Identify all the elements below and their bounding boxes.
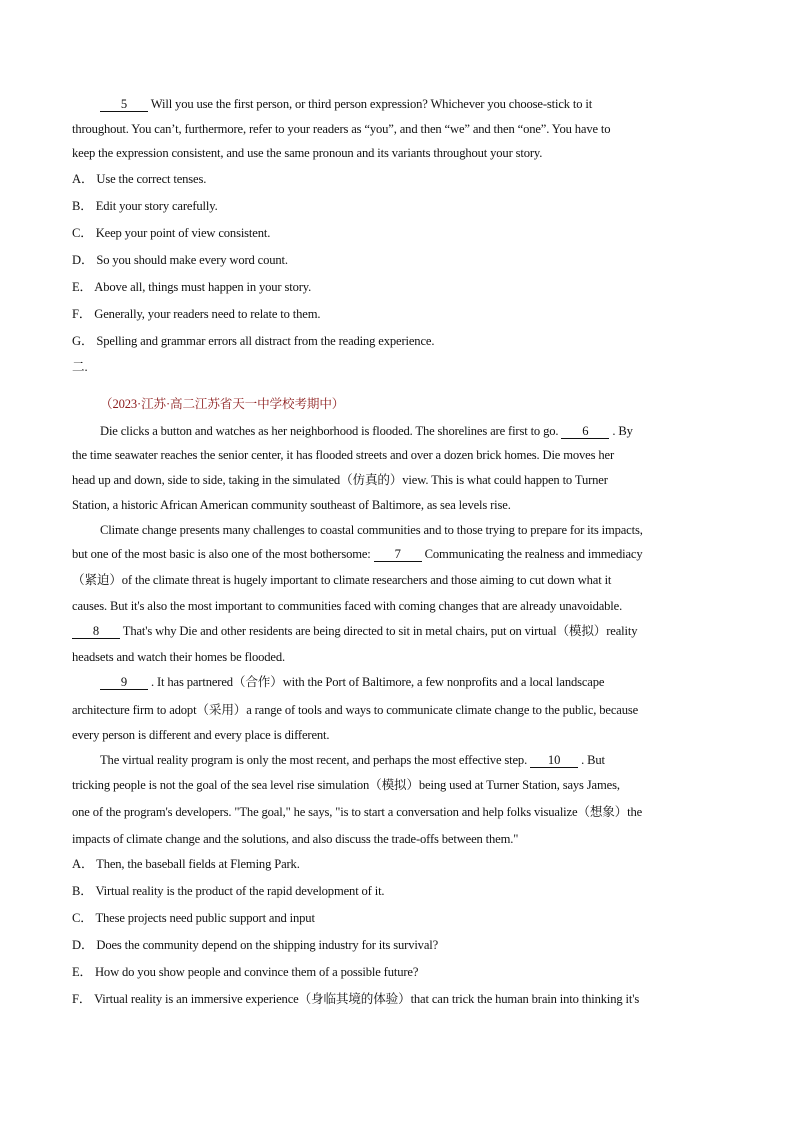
answer-blank-6[interactable]: 6: [561, 425, 609, 439]
answer-blank-9[interactable]: 9: [100, 676, 148, 690]
option-f: F． Generally, your readers need to relate to them.: [72, 307, 321, 321]
paragraph-3-line-1: [100, 674, 604, 690]
question-5-text: Will you use the first person, or third person expression? Whichever you choose-stick to it: [150, 97, 593, 111]
paragraph-4-line-1: [100, 752, 605, 768]
question-5-line-2: throughout. You can’t, furthermore, refer to your readers as “you”, and then “we” and then “one”. You have to: [72, 122, 611, 136]
option-e: E． Above all, things must happen in your story.: [72, 280, 312, 294]
question-5-line-3: keep the expression consistent, and use the same pronoun and its variants throughout your story.: [72, 146, 543, 160]
option-a: A． Use the correct tenses.: [72, 172, 207, 186]
paragraph-1-text: Die clicks a button and watches as her neighborhood is flooded. The shorelines are first to go.: [100, 424, 559, 438]
question-5-line-1: [100, 96, 592, 112]
paragraph-2-line-4: causes. But it's also the most important to communities faced with coming changes that are already unavoidable.: [72, 599, 623, 613]
paragraph-2-line-1: Climate change presents many challenges to coastal communities and to those trying to prepare for its impacts,: [100, 523, 643, 537]
section-number: 二.: [72, 360, 88, 374]
paragraph-3-line-2: architecture firm to adopt（采用）a range of tools and ways to communicate climate change to the public, because: [72, 703, 639, 717]
paragraph-4-line-3: one of the program's developers. "The goal," he says, "is to start a conversation and help folks visualize（想象）the: [72, 805, 643, 819]
option-e: E． How do you show people and convince them of a possible future?: [72, 965, 419, 979]
option-c: C． These projects need public support and input: [72, 911, 315, 925]
paragraph-2-line-2: [72, 546, 643, 562]
paragraph-1-line-2: the time seawater reaches the senior center, it has flooded streets and over a dozen brick homes. Die moves her: [72, 448, 615, 462]
paragraph-2-text-cont: Communicating the realness and immediacy: [424, 547, 643, 561]
paragraph-1-line-4: Station, a historic African American community southeast of Baltimore, as sea levels rise.: [72, 498, 511, 512]
option-d: D． So you should make every word count.: [72, 253, 288, 267]
paragraph-2-text-2: That's why Die and other residents are being directed to sit in metal chairs, put on virtual（模拟）reality: [122, 624, 638, 638]
answer-blank-8[interactable]: 8: [72, 625, 120, 639]
option-b: B． Edit your story carefully.: [72, 199, 218, 213]
option-a: A． Then, the baseball fields at Fleming Park.: [72, 857, 300, 871]
paragraph-4-text-cont: . But: [581, 753, 605, 767]
paragraph-2-line-5: [72, 623, 637, 639]
answer-blank-5[interactable]: 5: [100, 98, 148, 112]
paragraph-4-text: The virtual reality program is only the most recent, and perhaps the most effective step.: [100, 753, 528, 767]
option-f: F． Virtual reality is an immersive experience（身临其境的体验）that can trick the human brain into thinking it's: [72, 992, 640, 1006]
answer-blank-10[interactable]: 10: [530, 754, 578, 768]
source-label: （2023·江苏·高二江苏省天一中学校考期中）: [100, 397, 345, 411]
paragraph-1-line-3: head up and down, side to side, taking in the simulated（仿真的）view. This is what could happen to Turner: [72, 473, 608, 487]
paragraph-1-line-1: [100, 423, 633, 439]
answer-blank-7[interactable]: 7: [374, 548, 422, 562]
option-c: C． Keep your point of view consistent.: [72, 226, 271, 240]
paragraph-2-line-6: headsets and watch their homes be flooded.: [72, 650, 285, 664]
paragraph-2-line-3: （紧迫）of the climate threat is hugely important to climate researchers and those aiming to cut down what it: [72, 573, 612, 587]
paragraph-4-line-2: tricking people is not the goal of the sea level rise simulation（模拟）being used at Turner Station, says James,: [72, 778, 620, 792]
paragraph-3-line-3: every person is different and every place is different.: [72, 728, 330, 742]
option-g: G． Spelling and grammar errors all distract from the reading experience.: [72, 334, 435, 348]
paragraph-4-line-4: impacts of climate change and the solutions, and also discuss the trade-offs between them.": [72, 832, 519, 846]
paragraph-1-text-cont: . By: [612, 424, 633, 438]
option-d: D． Does the community depend on the shipping industry for its survival?: [72, 938, 439, 952]
paragraph-2-text: but one of the most basic is also one of the most bothersome:: [72, 547, 371, 561]
option-b: B． Virtual reality is the product of the rapid development of it.: [72, 884, 385, 898]
paragraph-3-text: . It has partnered（合作）with the Port of Baltimore, a few nonprofits and a local landscape: [151, 675, 605, 689]
